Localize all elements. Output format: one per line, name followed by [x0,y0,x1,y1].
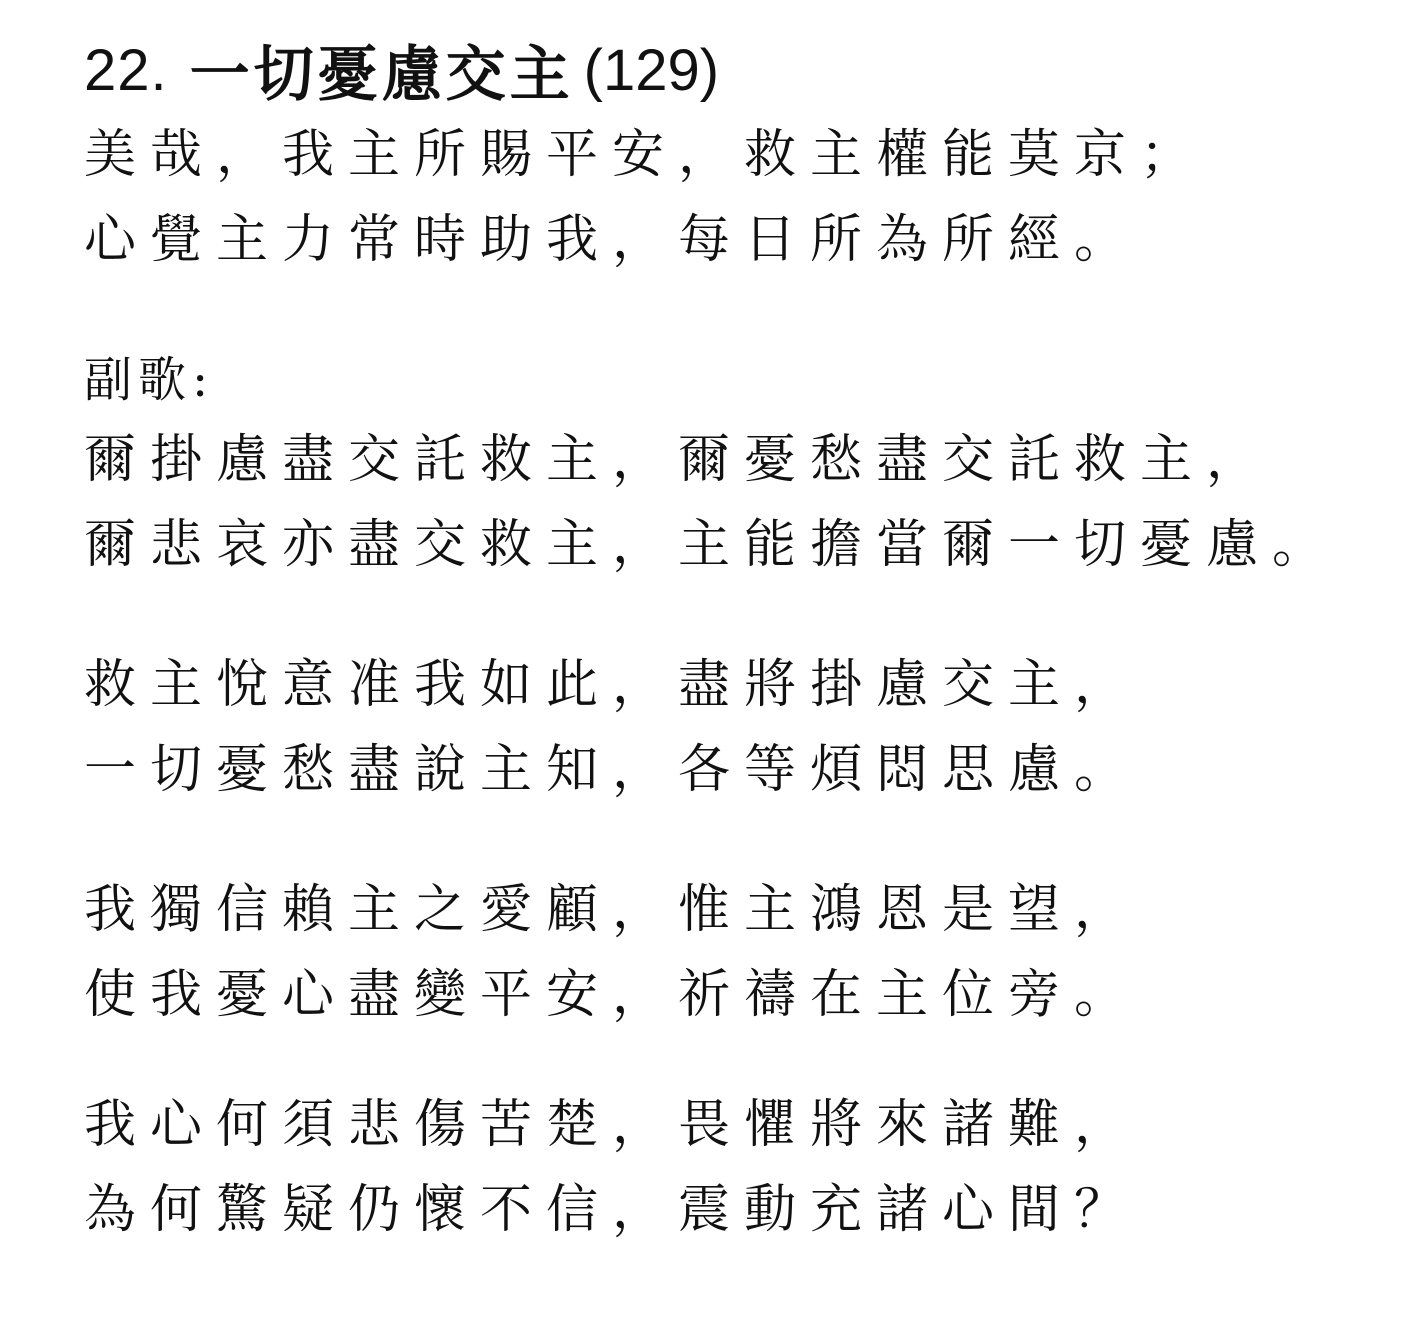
verse1-line2: 心覺主力常時助我，每日所為所經。 [84,210,1141,270]
chorus-line2: 爾悲哀亦盡交救主，主能擔當爾一切憂慮。 [84,515,1339,575]
verse4-line2: 為何驚疑仍懷不信，震動充諸心間？ [84,1180,1141,1240]
hymn-number: 22. [84,37,168,103]
chorus-line1: 爾掛慮盡交託救主，爾憂愁盡交託救主， [84,430,1273,490]
chorus-label: 副歌: [84,352,215,408]
hymn-title-row [84,30,719,110]
verse2-line2: 一切憂愁盡說主知，各等煩悶思慮。 [84,740,1141,800]
verse3-line2: 使我憂心盡變平安，祈禱在主位旁。 [84,965,1141,1025]
verse1-line1: 美哉，我主所賜平安，救主權能莫京； [84,125,1207,185]
verse3-line1: 我獨信賴主之愛顧，惟主鴻恩是望， [84,880,1141,940]
hymn-reference: (129) [583,37,720,103]
hymn-title: 一切憂慮交主 [189,40,574,110]
verse4-line1: 我心何須悲傷苦楚，畏懼將來諸難， [84,1095,1141,1155]
verse2-line1: 救主悅意准我如此，盡將掛慮交主， [84,655,1141,715]
